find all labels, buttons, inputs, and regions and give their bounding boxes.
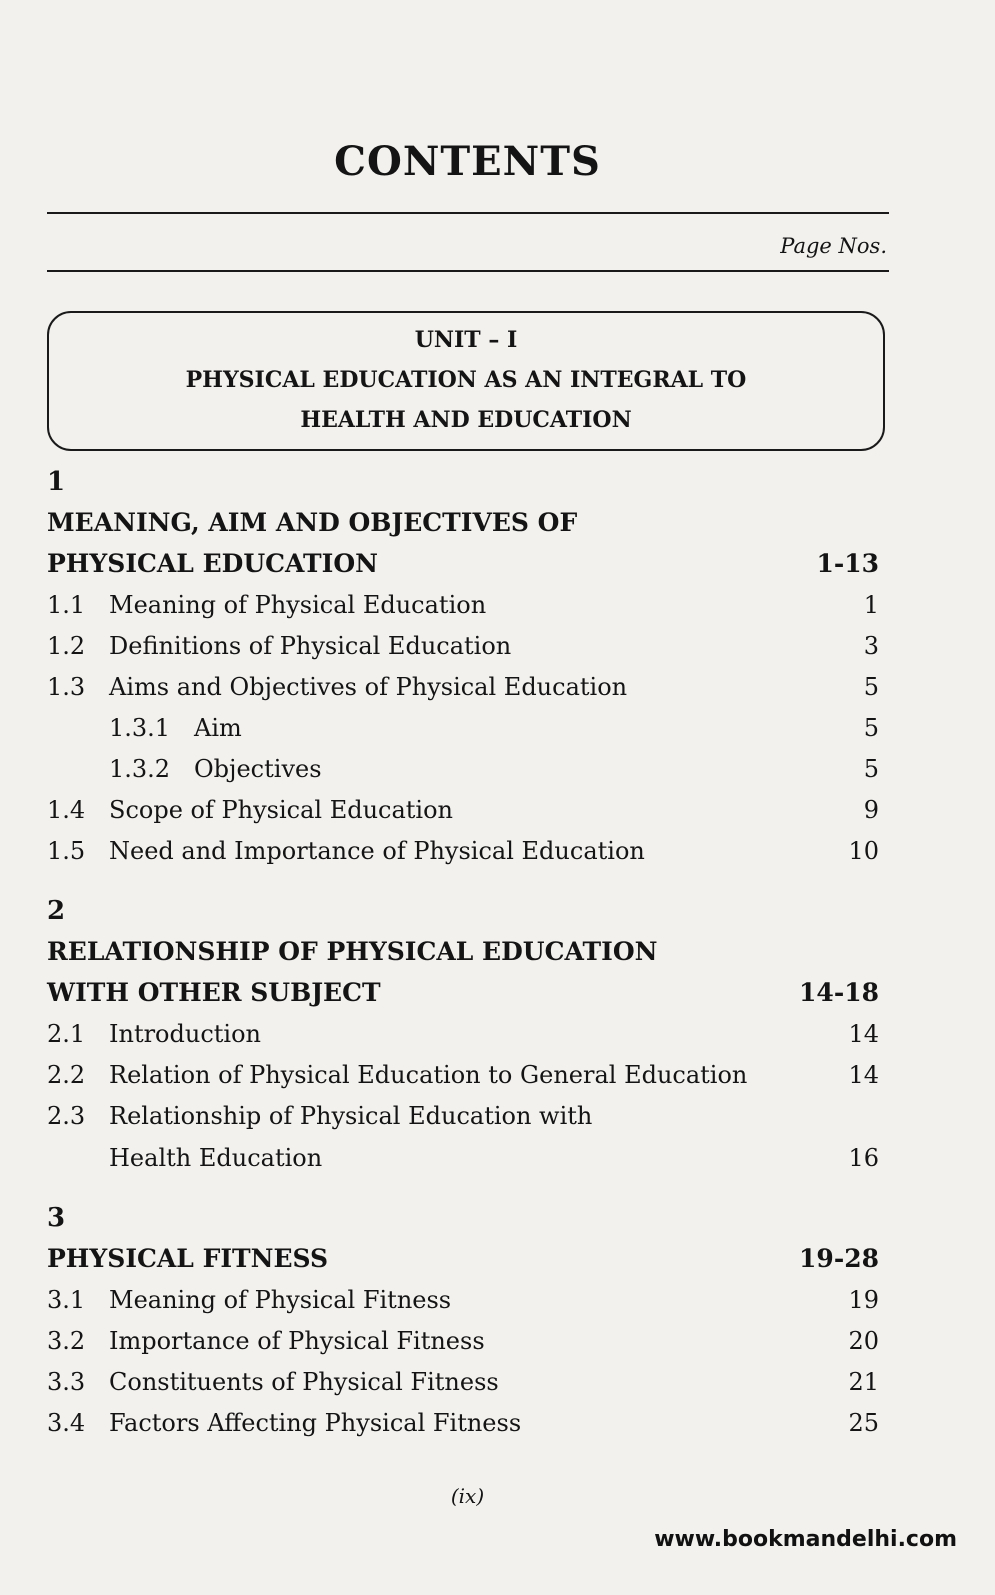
toc-entry[interactable] [47,1364,879,1400]
entry-title: Aim [194,714,242,742]
entry-title: Objectives [194,755,322,783]
toc-entry[interactable] [47,1405,879,1441]
entry-title: Introduction [109,1020,261,1048]
header-rule [47,270,889,272]
entry-title: Definitions of Physical Education [109,632,512,660]
entry-number: 1.4 [47,796,86,824]
toc-entry[interactable] [47,628,879,664]
entry-number: 1.5 [47,837,86,865]
toc-subentry[interactable] [47,710,879,746]
page-number: (ix) [450,1484,485,1508]
unit-label: UNIT – I [414,327,518,353]
chapter-title-line1: MEANING, AIM AND OBJECTIVES OF [47,508,578,537]
entry-number: 2.1 [47,1020,86,1048]
entry-page: 19 [848,1286,879,1314]
chapter-title-line1: PHYSICAL FITNESS [47,1244,329,1273]
entry-page: 21 [848,1368,879,1396]
chapter-number: 2 [47,896,66,926]
entry-title: Need and Importance of Physical Education [109,837,645,865]
chapter-title-row [47,1241,879,1277]
entry-number: 1.3.2 [109,755,171,783]
chapter-title-line2: WITH OTHER SUBJECT [47,978,381,1007]
entry-title: Meaning of Physical Fitness [109,1286,452,1314]
entry-page: 5 [863,755,879,783]
entry-number: 3.3 [47,1368,86,1396]
chapter-page-range: 19-28 [799,1244,879,1273]
toc-entry[interactable] [47,1057,879,1093]
chapter-page-range: 14-18 [799,978,879,1007]
entry-page: 1 [863,591,879,619]
top-rule [47,212,889,214]
chapter-number: 1 [47,467,66,497]
entry-page: 16 [848,1144,879,1172]
toc-entry[interactable] [47,792,879,828]
entry-title: Constituents of Physical Fitness [109,1368,499,1396]
page-title: CONTENTS [334,138,601,185]
toc-entry[interactable] [47,1016,879,1052]
chapter-title-row [47,975,879,1011]
toc-entry-continued[interactable] [47,1140,879,1176]
entry-number: 3.2 [47,1327,86,1355]
toc-entry[interactable] [47,1282,879,1318]
chapter-page-range: 1-13 [816,549,879,578]
unit-box [47,311,885,451]
entry-title: Relationship of Physical Education with [109,1102,593,1130]
entry-title: Meaning of Physical Education [109,591,487,619]
entry-page: 5 [863,714,879,742]
unit-title-line2: HEALTH AND EDUCATION [300,407,632,433]
entry-number: 2.2 [47,1061,86,1089]
entry-title: Relation of Physical Education to General Education [109,1061,748,1089]
chapter-title-row [47,546,879,582]
entry-page: 14 [848,1020,879,1048]
entry-title: Importance of Physical Fitness [109,1327,485,1355]
toc-entry[interactable] [47,669,879,705]
page-nos-label: Page Nos. [780,234,887,258]
entry-page: 14 [848,1061,879,1089]
unit-title-line1: PHYSICAL EDUCATION AS AN INTEGRAL TO [185,367,747,393]
entry-number: 3.4 [47,1409,86,1437]
entry-page: 25 [848,1409,879,1437]
entry-number: 2.3 [47,1102,86,1130]
toc-entry[interactable] [47,587,879,623]
entry-number: 1.1 [47,591,86,619]
entry-number: 1.3.1 [109,714,171,742]
entry-page: 3 [863,632,879,660]
entry-page: 5 [863,673,879,701]
toc-entry[interactable] [47,1323,879,1359]
chapter-title-line1: RELATIONSHIP OF PHYSICAL EDUCATION [47,937,658,966]
toc-subentry[interactable] [47,751,879,787]
entry-page: 10 [848,837,879,865]
entry-title-continued: Health Education [109,1144,323,1172]
entry-page: 20 [848,1327,879,1355]
entry-number: 1.3 [47,673,86,701]
entry-title: Factors Affecting Physical Fitness [109,1409,522,1437]
watermark-url: www.bookmandelhi.com [654,1527,957,1552]
toc-entry[interactable] [47,833,879,869]
chapter-title-line2: PHYSICAL EDUCATION [47,549,378,578]
chapter-number: 3 [47,1203,66,1233]
entry-number: 1.2 [47,632,86,660]
toc-entry[interactable] [47,1098,879,1134]
entry-page: 9 [863,796,879,824]
entry-number: 3.1 [47,1286,86,1314]
entry-title: Scope of Physical Education [109,796,454,824]
entry-title: Aims and Objectives of Physical Education [109,673,628,701]
